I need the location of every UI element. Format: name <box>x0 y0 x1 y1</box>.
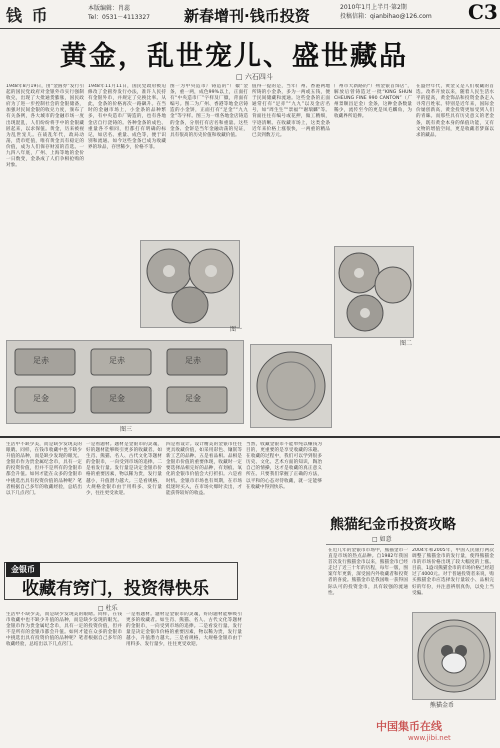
column-logo: 钱 币 <box>6 6 50 25</box>
coin-photo-3 <box>250 344 332 428</box>
article1-column-2: 1948年11月11日，国民党政府被迫修改了金圆券发行办法，准许人民持有金银外币，并规定了兑换比率。从此，金条的价格再次一路飙升。在当时的金融市场上，小金条的品种繁多，有中央造币厂铸造的，也有各地金店自行浇铸的。各种金条的成色、重量各不相同，但都打有明确的标记，如店名、重量、成色等，便于识别和流通。如今这些金条已成为收藏界的珍品，存世稀少，价格不菲。 <box>88 84 166 150</box>
article3-byline: □ 如意 <box>372 536 392 543</box>
editor-info <box>88 4 150 22</box>
article2-column-5: 生活中不缺少美，而是缺少发现美的眼睛。同样，在钱币收藏中也不缺少升值的品种，而是缺少发现的眼光。金银币作为贵金属纪念币，具有一定的投资价值，但并不是所有的金银币都会升值。如何才能在众多的金银币中挑选出具有投资价值的品种呢？笔者根据自己多年的收藏经验，总结出以下几点窍门。 <box>6 612 122 648</box>
article1-column-3: 图一为中央造币厂铸造的“厂徽”金条，重一两，成色99%以上，正面打有“中央造币厂”字样及厂徽，背面有编号。图二为广州、香港等地金店铸造的小金饼，正面打有“足金”“九九金”等字样。图三为一组各地金店铸造的金条，分别打有店名和重量。这些金条、金饼是当年金融动荡的见证，具有很高的历史价值和收藏价值。 <box>170 84 248 138</box>
figure-caption-1: 图一 <box>230 326 243 333</box>
article2-column-4: 当然，收藏金银币不能单纯以赚钱为目的，更重要的是享受收藏的乐趣。在收藏的过程中，我们可以学到很多历史、文化、艺术方面的知识，陶冶自己的情操，这才是收藏的真正意义所在。只要我们掌握了正确的方法，以平和的心态对待收藏，就一定能够在收藏中得到快乐。 <box>246 442 322 490</box>
figure-caption-2: 图二 <box>400 340 413 347</box>
watermark-url: www.jibi.net <box>408 734 451 742</box>
article2-title: 收藏有窍门，投资得快乐 <box>22 579 209 599</box>
tel-line: Tel：0531－4113327 <box>88 14 150 21</box>
watermark-brand: 中国集币在线 <box>376 720 442 733</box>
bar-mark-1: 足赤 <box>33 356 49 365</box>
article1-title: 黄金，乱世宠儿、盛世藏品 <box>60 41 408 72</box>
article3-title: 熊猫纪金币投资攻略 <box>330 517 456 533</box>
coin-photo-1 <box>140 240 240 328</box>
article2-column-1: 生活中不缺少美，而是缺少发现美的眼睛。同样，在钱币收藏中也不缺少升值的品种，而是缺少发现的眼光。金银币作为贵金属纪念币，具有一定的投资价值，但并不是所有的金银币都会升值。如何才能在众多的金银币中挑选出具有投资价值的品种呢？笔者根据自己多年的收藏经验，总结出以下几点窍门。 <box>6 442 82 496</box>
article2-tag: 金银币 <box>6 562 40 577</box>
editor-line: 本版编辑：肖蕊 <box>88 5 131 12</box>
article1-column-4: 值得一提的是，当年广州、香港两地所铸的小金条，多为一两或五钱，便于民间储藏和流通。这些金条的正面通常打有“足赤”“九九”以及金店名号，如“周生生”“景福”“谢瑞麟”等。背面往往有编号或花押，做工精细，字迹清晰。在收藏市场上，这类金条近年来价格上涨很快，一两重的精品已卖到数万元。 <box>252 84 330 138</box>
article3-column-1: 在近几年的金银币市场中，熊猫金币一直是市场的热点品种。自1982年我国首次发行熊猫金币以来，熊猫金币已经走过了近三十年的历程，每年一版，图案年年更新，深受国内外收藏者和投资者的喜爱。熊猫金币是我国唯一获得国际认可的投资金币，具有较强的流通性。 <box>328 548 408 596</box>
article1-column-1: 1948年8月19日，由“金圆券”发行引起的国民党政府对金银外币实行强制收兑，出现了大批通货膨胀，国民政府为了进一步控制社会的金银储备，加强对民间金银的收兑力度，颁布了有关条例，各大城市的金融市场一度出现混乱，人们纷纷将手中的金银藏匿起来，以求保值。黄金，历来被视为乱世宠儿。在战乱年代，政局动荡，货币贬值，唯有黄金具有稳定的价值，成为人们保存财富的首选。一九四八年底，广州、上海等地的金价一日数变，金条成了人们争相抢购的对象。 <box>6 84 84 169</box>
panda-coin-photo <box>412 612 496 700</box>
bar-mark-6: 足金 <box>185 394 201 403</box>
page-number: C3 <box>468 0 498 24</box>
email-line: 投稿信箱：qianbihao@126.com <box>340 13 432 20</box>
article1-column-6: 在盛世年代，黄金又是人们收藏的首选。改革开放以来，随着人民生活水平的提高，黄金饰品和投资金条走入寻常百姓家。特别是近年来，国际金价屡创新高，黄金投资更加受到人们的青睐。而那些具有历史意义的老金条，既有黄金本身的保值功能，又有文物的增值空间，更是收藏者梦寐以求的藏品。 <box>416 84 494 138</box>
bar-mark-3: 足赤 <box>185 356 201 365</box>
article3-column-2: 2004年和2005年，中国人民银行两次调整了熊猫金币的发行量，使得熊猫金币的市场价格出现了较大幅度的上涨。目前，1盎司熊猫金币的市场价格已经超过了4000元。对于普通投资者来说，购买熊猫金币应选择发行量较小、品相完好的年份，并注意辨别真伪，以免上当受骗。 <box>412 548 494 596</box>
gold-bars-photo <box>6 340 244 424</box>
section-divider <box>0 436 500 438</box>
article2-column-2: 一是看题材。题材是金银币的灵魂，好的题材能够吸引更多的收藏者。如生肖、熊猫、名人、古代文化等题材的金银币，一向受到市场的追捧。二是看发行量。发行量是决定金银币价格的重要因素，物以稀为贵，发行量越小，升值潜力越大。三是看规格，大规格金银币由于用料多、发行量少，往往更受欢迎。 <box>86 442 162 496</box>
bar-mark-4: 足金 <box>33 394 49 403</box>
article1-column-5: 广州市大新路的“广州金银首饰店”，解放后曾铸造过一批“KING SHUN CHEUNG FINE 990 CANTON”（广州景顺昌足金）金条，这种金条数量稀少，流传至今的更是凤毛麟角，为收藏界所追捧。 <box>334 84 412 120</box>
article2-byline: □ 杜乐 <box>98 605 118 612</box>
coin-photo-2 <box>334 246 414 338</box>
panda-coin-caption: 熊猫金币 <box>430 702 455 709</box>
article2-column-6: 一是看题材。题材是金银币的灵魂，好的题材能够吸引更多的收藏者。如生肖、熊猫、名人、古代文化等题材的金银币，一向受到市场的追捧。二是看发行量。发行量是决定金银币价格的重要因素，物以稀为贵，发行量越小，升值潜力越大。三是看规格，大规格金银币由于用料多、发行量少，往往更受欢迎。 <box>126 612 242 648</box>
issue-info <box>340 3 432 21</box>
article2-column-3: 四是看设计。设计精美的金银币往往更具收藏价值，如采用彩色、镶嵌等新工艺的品种。五是看品相。品相是金银币价值的重要体现，收藏时一定要选择品相完好的品种，有划痕、氧化的金银币价值会大打折扣。六是看时机。金银币市场也有周期，在市场低迷时买入，在市场火爆时卖出，才能获得较好的收益。 <box>166 442 242 496</box>
figure-caption-3: 图三 <box>120 426 133 433</box>
bar-mark-5: 足金 <box>109 394 125 403</box>
bar-mark-2: 足赤 <box>109 356 125 365</box>
article1-byline: □ 六石四斗 <box>236 73 273 81</box>
date-line: 2010年1月上半月·第2期 <box>340 4 407 11</box>
publication-name: 新春增刊·钱币投资 <box>184 7 310 25</box>
